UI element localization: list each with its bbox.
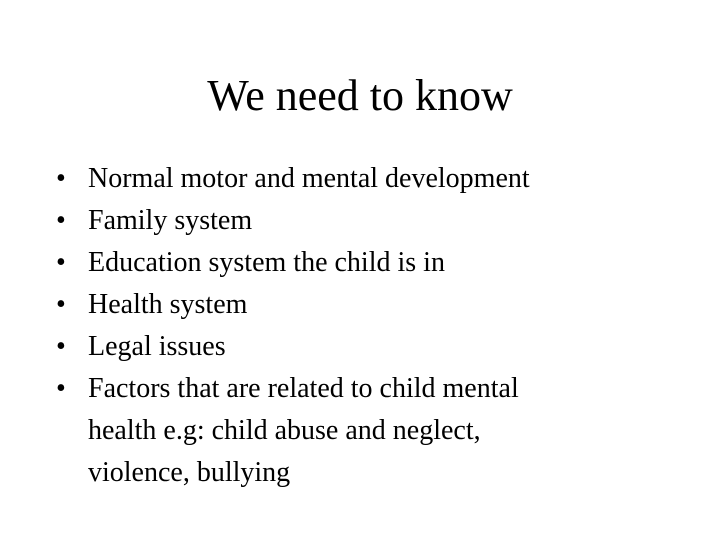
bullet-item [56,368,656,494]
bullet-text: Family system [88,205,253,236]
bullet-marker: • [56,331,66,362]
bullet-marker: • [56,163,66,194]
bullet-marker: • [56,247,66,278]
bullet-item [56,284,656,326]
bullet-marker: • [56,373,66,404]
bullet-text: Normal motor and mental development [88,163,530,194]
bullet-text: Education system the child is in [88,247,445,278]
bullet-list [56,158,656,494]
bullet-marker: • [56,205,66,236]
bullet-marker: • [56,289,66,320]
bullet-text: Factors that are related to child mental health e.g: child abuse and neglect, violence, bullying [88,373,519,488]
bullet-item [56,326,656,368]
bullet-item [56,158,656,200]
slide-title: We need to know [207,71,513,120]
bullet-item [56,200,656,242]
bullet-text: Legal issues [88,331,226,362]
bullet-item [56,242,656,284]
bullet-text: Health system [88,289,248,320]
